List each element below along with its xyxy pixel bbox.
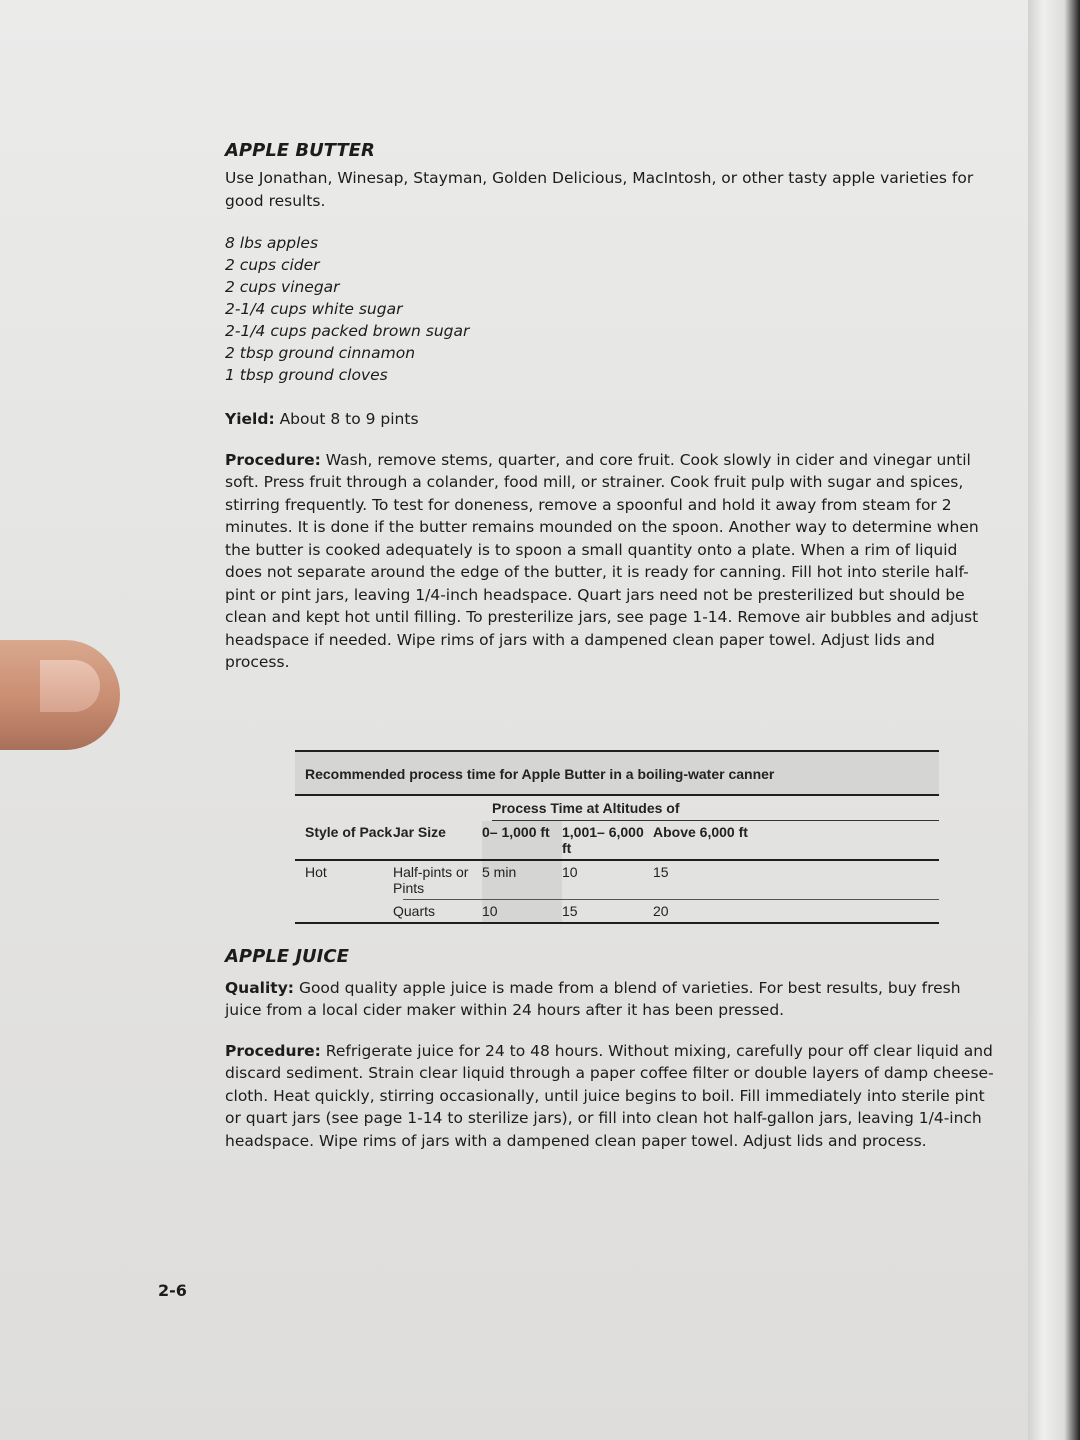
cell-alt3: 15	[653, 863, 669, 880]
header-altitude-1: 0– 1,000 ft	[482, 821, 562, 859]
cell-alt2: 15	[562, 902, 578, 919]
cell-style: Hot	[305, 863, 327, 880]
cell-alt2: 10	[562, 863, 578, 880]
table-row	[295, 861, 939, 899]
header-altitude-2: 1,001– 6,000 ft	[562, 823, 644, 856]
page-content	[225, 140, 995, 1152]
thumbnail-highlight	[40, 660, 100, 712]
apple-juice-section	[225, 946, 995, 1153]
ingredient-item: 2-1/4 cups packed brown sugar	[225, 322, 470, 340]
header-style-of-pack: Style of Pack	[305, 823, 393, 840]
apple-juice-quality	[225, 977, 995, 1022]
procedure-label: Procedure:	[225, 1041, 321, 1060]
procedure-text: Wash, remove stems, quarter, and core fruit. Cook slowly in cider and vinegar until soft. Press fruit through a colander, food mill, or strainer. Cook fruit pulp with sugar and spices, stirring frequently. To test for doneness, remove a spoonful and hold it away from steam for 2 minutes. It is done if the butter remains mounded on the spoon. Another way to determine when the butter is cooked adequately is to spoon a small quantity onto a plate. When a rim of liquid does not separate around the edge of the butter, it is ready for canning. Fill hot into sterile half-pint or pint jars, leaving 1/4-inch headspace. Quart jars need not be presterilized but should be clean and kept hot until filling. To presterilize jars, see page 1-14. Remove air bubbles and adjust headspace if needed. Wipe rims of jars with a dampened clean paper towel. Adjust lids and process.	[225, 450, 979, 671]
altitude-span-header: Process Time at Altitudes of	[492, 796, 939, 821]
apple-juice-title: APPLE JUICE	[225, 945, 349, 967]
cell-style	[295, 900, 393, 922]
cell-jar: Quarts	[393, 902, 436, 919]
ingredient-item: 8 lbs apples	[225, 234, 319, 252]
table-header-row	[295, 821, 939, 859]
apple-butter-section	[225, 140, 995, 674]
cell-alt1: 5 min	[482, 861, 562, 899]
apple-butter-title: APPLE BUTTER	[225, 140, 375, 161]
apple-juice-procedure	[225, 1040, 995, 1153]
ingredient-item: 2 tbsp ground cinnamon	[225, 344, 416, 362]
cell-alt1: 10	[482, 900, 562, 922]
page-number: 2-6	[158, 1281, 187, 1300]
table-caption: Recommended process time for Apple Butter in a boiling-water canner	[295, 752, 939, 794]
cell-alt3: 20	[653, 902, 669, 919]
header-altitude-3: Above 6,000 ft	[653, 823, 748, 840]
yield-label: Yield:	[225, 410, 275, 428]
quality-text: Good quality apple juice is made from a blend of varieties. For best results, buy fresh juice from a local cider maker within 24 hours after it has been pressed.	[225, 978, 961, 1019]
next-page-edge	[1028, 0, 1080, 1440]
ingredient-item: 2 cups cider	[225, 256, 320, 274]
ingredient-list	[225, 232, 995, 386]
quality-label: Quality:	[225, 978, 295, 997]
table-row	[295, 900, 939, 922]
ingredient-item: 1 tbsp ground cloves	[225, 366, 388, 384]
process-time-table	[295, 750, 939, 924]
apple-butter-procedure	[225, 449, 995, 674]
procedure-text: Refrigerate juice for 24 to 48 hours. Without mixing, carefully pour off clear liquid and discard sediment. Strain clear liquid through a paper coffee filter or double layers of damp cheese-cloth. Heat quickly, stirring occasionally, until juice begins to boil. Fill immediately into sterile pint or quart jars (see page 1-14 to sterilize jars), or fill into clean hot half-gallon jars, leaving 1/4-inch headspace. Wipe rims of jars with a dampened clean paper towel. Adjust lids and process.	[225, 1041, 994, 1150]
yield-text: About 8 to 9 pints	[274, 410, 419, 428]
procedure-label: Procedure:	[225, 450, 321, 469]
yield-line	[225, 408, 995, 431]
ingredient-item: 2-1/4 cups white sugar	[225, 300, 403, 318]
header-jar-size: Jar Size	[393, 823, 446, 840]
cell-jar: Half-pints or Pints	[393, 863, 469, 896]
ingredient-item: 2 cups vinegar	[225, 278, 340, 296]
apple-butter-intro: Use Jonathan, Winesap, Stayman, Golden Delicious, MacIntosh, or other tasty apple varieties for good results.	[225, 169, 974, 210]
